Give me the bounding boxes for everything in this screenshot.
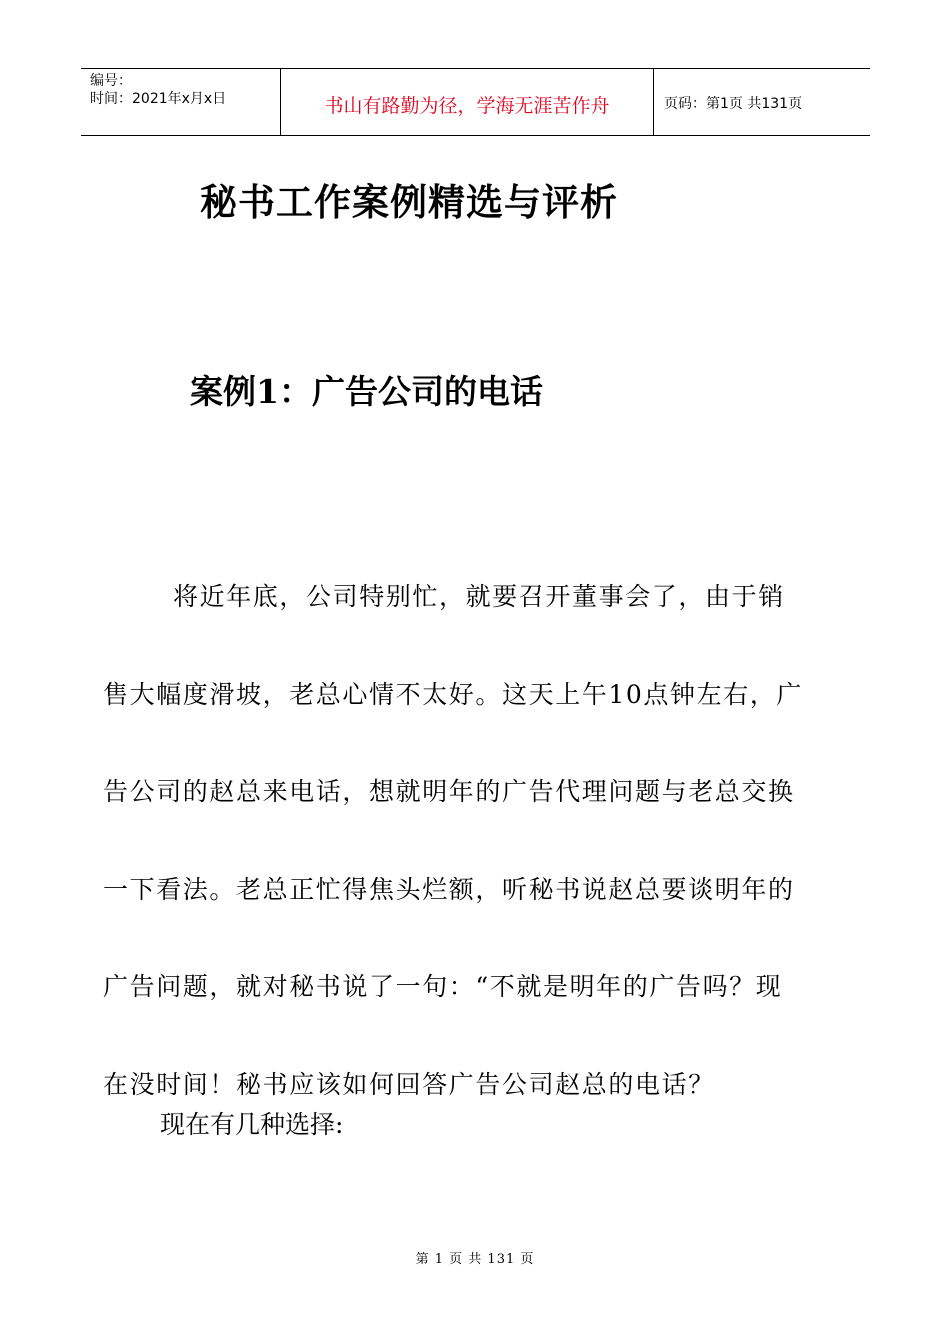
case-title: 案例1：广告公司的电话 <box>190 372 543 411</box>
paragraph-line: 一下看法。老总正忙得焦头烂额，听秘书说赵总要谈明年的 <box>103 874 795 904</box>
options-intro: 现在有几种选择: <box>160 1110 344 1139</box>
page-info: 页码：第1页 共131页 <box>664 96 803 112</box>
motto-text: 书山有路勤为径，学海无涯苦作舟 <box>324 94 610 117</box>
header-page-cell <box>654 69 870 135</box>
paragraph-line: 将近年底，公司特别忙，就要召开董事会了，由于销 <box>173 582 785 611</box>
paragraph-line: 售大幅度滑坡，老总心情不太好。这天上午10点钟左右，广 <box>103 679 804 709</box>
paragraph-line: 广告问题，就对秘书说了一句：“不就是明年的广告吗？现 <box>103 972 783 1001</box>
header-motto-cell <box>281 69 654 135</box>
case-paragraph <box>103 548 848 1133</box>
page-footer: 第 1 页 共 131 页 <box>415 1252 535 1267</box>
time-label: 时间：2021年x月x日 <box>90 91 227 107</box>
header-meta-cell <box>81 69 281 135</box>
header-table <box>81 68 870 136</box>
paragraph-line: 告公司的赵总来电话，想就明年的广告代理问题与老总交换 <box>103 777 795 806</box>
document-title: 秘书工作案例精选与评析 <box>200 181 618 224</box>
number-label: 编号： <box>90 73 132 89</box>
paragraph-line: 在没时间！秘书应该如何回答广告公司赵总的电话？ <box>103 1069 715 1099</box>
